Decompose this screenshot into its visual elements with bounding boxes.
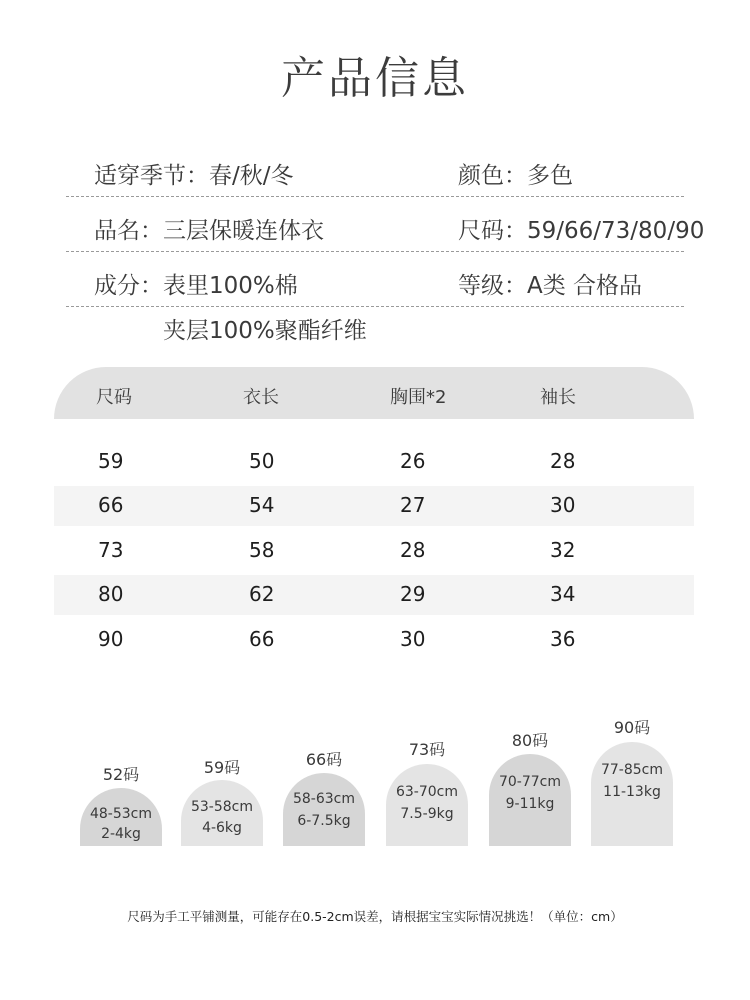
height-range: 63-70cm	[395, 784, 458, 800]
info-row-name	[66, 212, 705, 252]
cell-size: 59	[98, 449, 124, 473]
cell-size: 73	[98, 538, 124, 562]
size-table-header	[54, 367, 694, 419]
size-code: 59码	[203, 758, 241, 777]
table-row	[54, 620, 694, 660]
weight-range: 7.5-9kg	[400, 806, 454, 822]
height-range: 53-58cm	[190, 799, 253, 815]
cell-chest: 30	[400, 627, 426, 651]
grade-text: 等级：A类 合格品	[458, 273, 643, 299]
cell-chest: 29	[400, 582, 426, 606]
cell-chest: 28	[400, 538, 426, 562]
header-chest: 胸围*2	[390, 387, 447, 408]
product-name-text: 品名：三层保暖连体衣	[94, 218, 324, 244]
size-code: 73码	[408, 740, 446, 759]
cell-sleeve: 36	[550, 627, 576, 651]
size-guide-52	[80, 762, 162, 846]
info-row-season	[66, 157, 684, 197]
info-row-material	[66, 267, 684, 307]
table-row	[54, 531, 694, 571]
size-guide-90	[591, 715, 673, 846]
size-bubble	[489, 754, 571, 846]
size-bubble	[591, 742, 673, 846]
size-bubble	[80, 788, 162, 846]
table-row	[54, 575, 694, 615]
header-size: 尺码	[96, 387, 132, 408]
cell-chest: 27	[400, 493, 426, 517]
dashed-divider	[66, 196, 684, 197]
material-continued-text: 夹层100%聚酯纤维	[163, 318, 367, 344]
weight-range: 4-6kg	[202, 820, 242, 836]
weight-range: 11-13kg	[603, 784, 661, 800]
cell-length: 58	[249, 538, 275, 562]
measurement-footnote: 尺码为手工平铺测量，可能存在0.5-2cm误差，请根据宝宝实际情况挑选！（单位：cm）	[127, 909, 623, 924]
cell-length: 54	[249, 493, 275, 517]
size-bubble	[386, 764, 468, 846]
sizes-text: 尺码：59/66/73/80/90	[458, 218, 705, 244]
header-length: 衣长	[243, 387, 279, 408]
size-code: 52码	[102, 765, 140, 784]
height-range: 48-53cm	[89, 806, 152, 822]
material-text: 成分：表里100%棉	[94, 273, 298, 299]
cell-sleeve: 34	[550, 582, 576, 606]
dashed-divider	[66, 251, 684, 252]
cell-size: 80	[98, 582, 124, 606]
size-guide-59	[181, 755, 263, 846]
cell-length: 66	[249, 627, 275, 651]
table-row	[54, 442, 694, 482]
cell-size: 66	[98, 493, 124, 517]
size-bubble	[181, 780, 263, 846]
size-guide-73	[386, 737, 468, 846]
cell-length: 62	[249, 582, 275, 606]
size-bubble	[283, 773, 365, 846]
height-range: 77-85cm	[600, 762, 663, 778]
cell-chest: 26	[400, 449, 426, 473]
header-sleeve: 袖长	[540, 387, 576, 408]
season-text: 适穿季节：春/秋/冬	[94, 163, 294, 189]
weight-range: 6-7.5kg	[297, 813, 351, 829]
cell-sleeve: 32	[550, 538, 576, 562]
cell-length: 50	[249, 449, 275, 473]
cell-sleeve: 30	[550, 493, 576, 517]
weight-range: 2-4kg	[101, 826, 141, 842]
color-text: 颜色：多色	[458, 163, 573, 189]
size-guide-80	[489, 728, 571, 846]
dashed-divider	[66, 306, 684, 307]
table-row	[54, 486, 694, 526]
cell-size: 90	[98, 627, 124, 651]
size-guide-66	[283, 747, 365, 846]
weight-range: 9-11kg	[505, 796, 555, 812]
size-code: 80码	[511, 731, 549, 750]
size-code: 66码	[305, 750, 343, 769]
cell-sleeve: 28	[550, 449, 576, 473]
height-range: 58-63cm	[292, 791, 355, 807]
height-range: 70-77cm	[498, 774, 561, 790]
size-code: 90码	[613, 718, 651, 737]
page-title: 产品信息	[281, 53, 469, 104]
